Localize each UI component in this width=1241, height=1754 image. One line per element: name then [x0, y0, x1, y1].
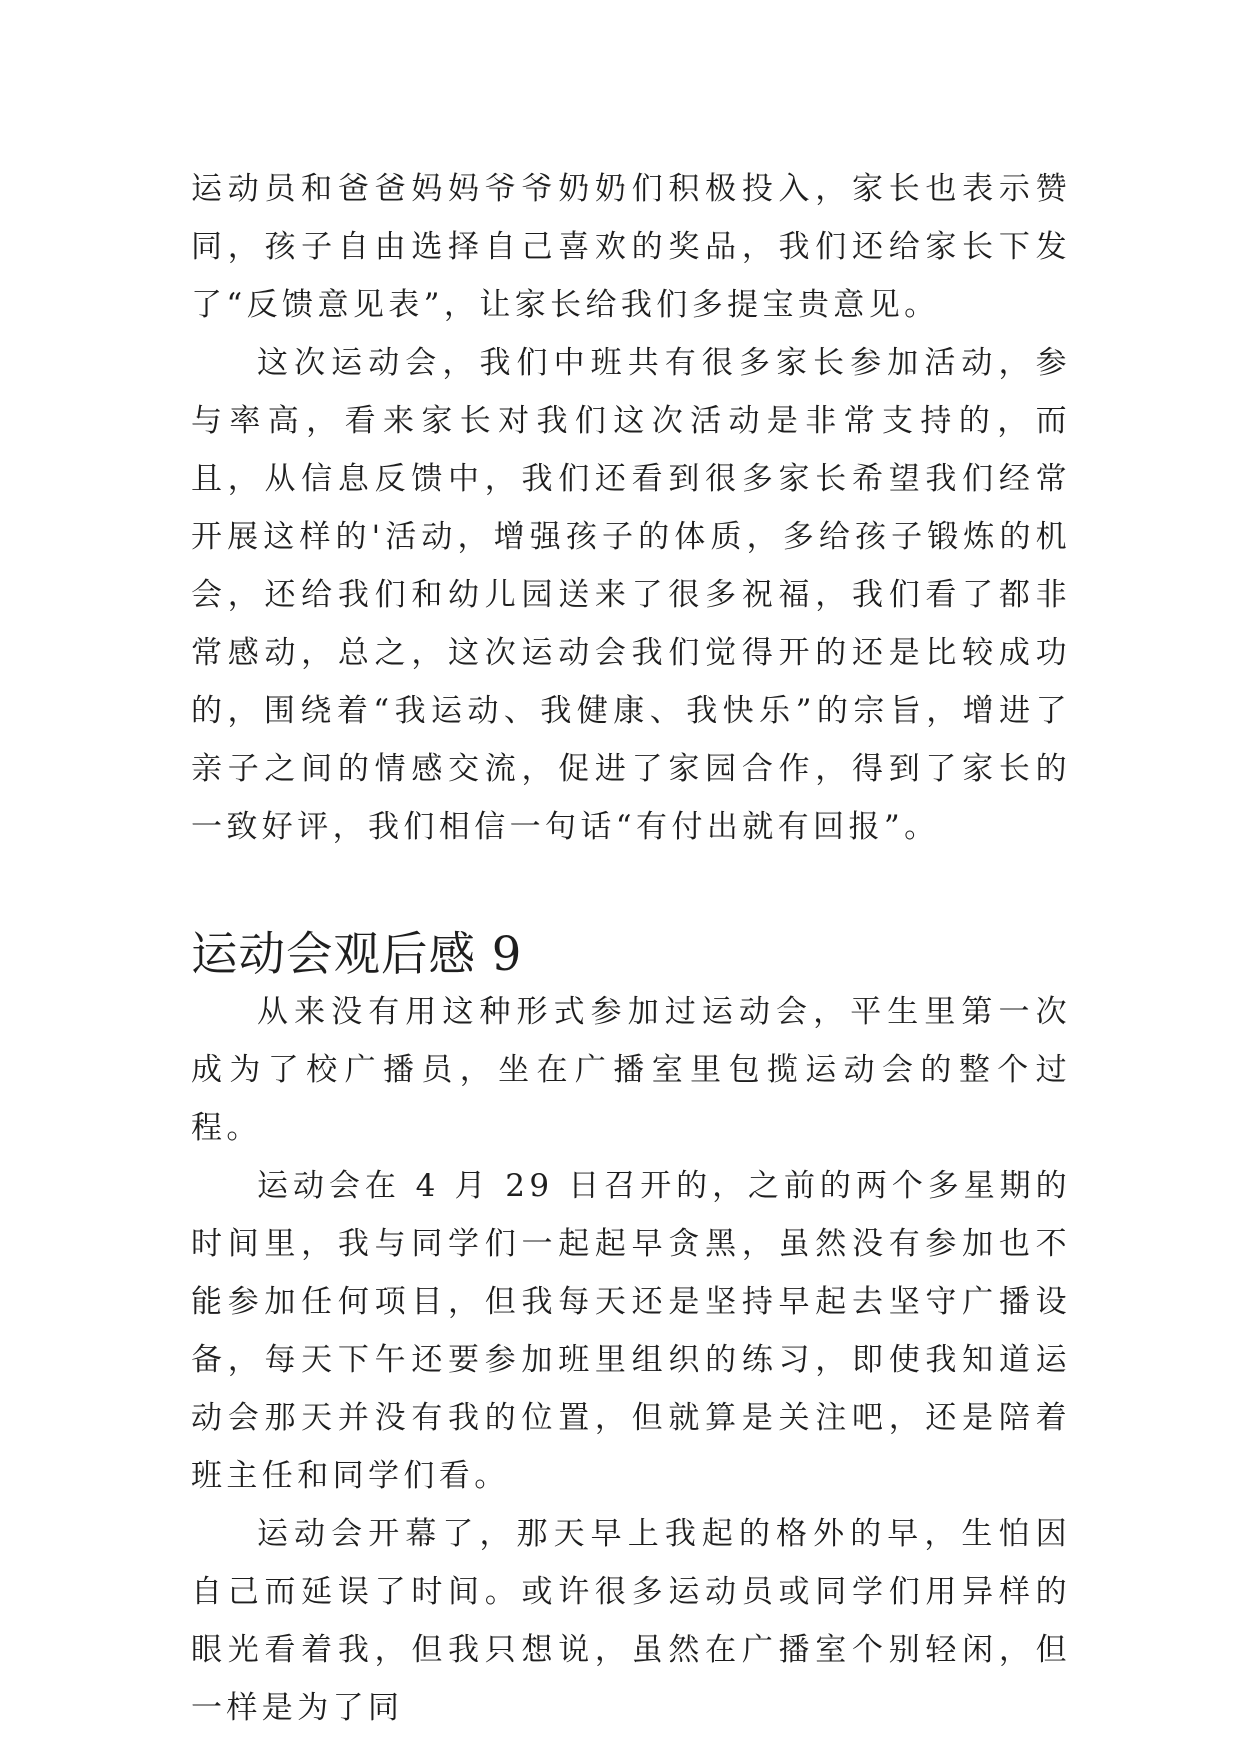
- paragraph-opening-day: 运动会开幕了，那天早上我起的格外的早，生怕因自己而延误了时间。或许很多运动员或同学们用异样的眼光看着我，但我只想说，虽然在广播室个别轻闲，但一样是为了同: [191, 1516, 1071, 1726]
- paragraph-continued: 运动员和爸爸妈妈爷爷奶奶们积极投入，家长也表示赞同，孩子自由选择自己喜欢的奖品，我们还给家长下发了“反馈意见表”，让家长给我们多提宝贵意见。: [191, 171, 1071, 323]
- paragraph-broadcaster-intro: 从来没有用这种形式参加过运动会，平生里第一次成为了校广播员，坐在广播室里包揽运动会的整个过程。: [191, 994, 1071, 1146]
- section-heading: 运动会观后感 9: [191, 927, 523, 981]
- paragraph-activity-summary: 这次运动会，我们中班共有很多家长参加活动，参与率高，看来家长对我们这次活动是非常支持的，而且，从信息反馈中，我们还看到很多家长希望我们经常开展这样的'活动，增强孩子的体质，多给孩子锻炼的机会，还给我们和幼儿园送来了很多祝福，我们看了都非常感动，总之，这次运动会我们觉得开的还是比较成功的，围绕着“我运动、我健康、我快乐”的宗旨，增进了亲子之间的情感交流，促进了家园合作，得到了家长的一致好评，我们相信一句话“有付出就有回报”。: [191, 345, 1071, 845]
- paragraph-preparation: 运动会在 4 月 29 日召开的，之前的两个多星期的时间里，我与同学们一起起早贪黑，虽然没有参加也不能参加任何项目，但我每天还是坚持早起去坚守广播设备，每天下午还要参加班里组织的练习，即使我知道运动会那天并没有我的位置，但就算是关注吧，还是陪着班主任和同学们看。: [191, 1168, 1071, 1494]
- document-body: [191, 160, 1071, 1737]
